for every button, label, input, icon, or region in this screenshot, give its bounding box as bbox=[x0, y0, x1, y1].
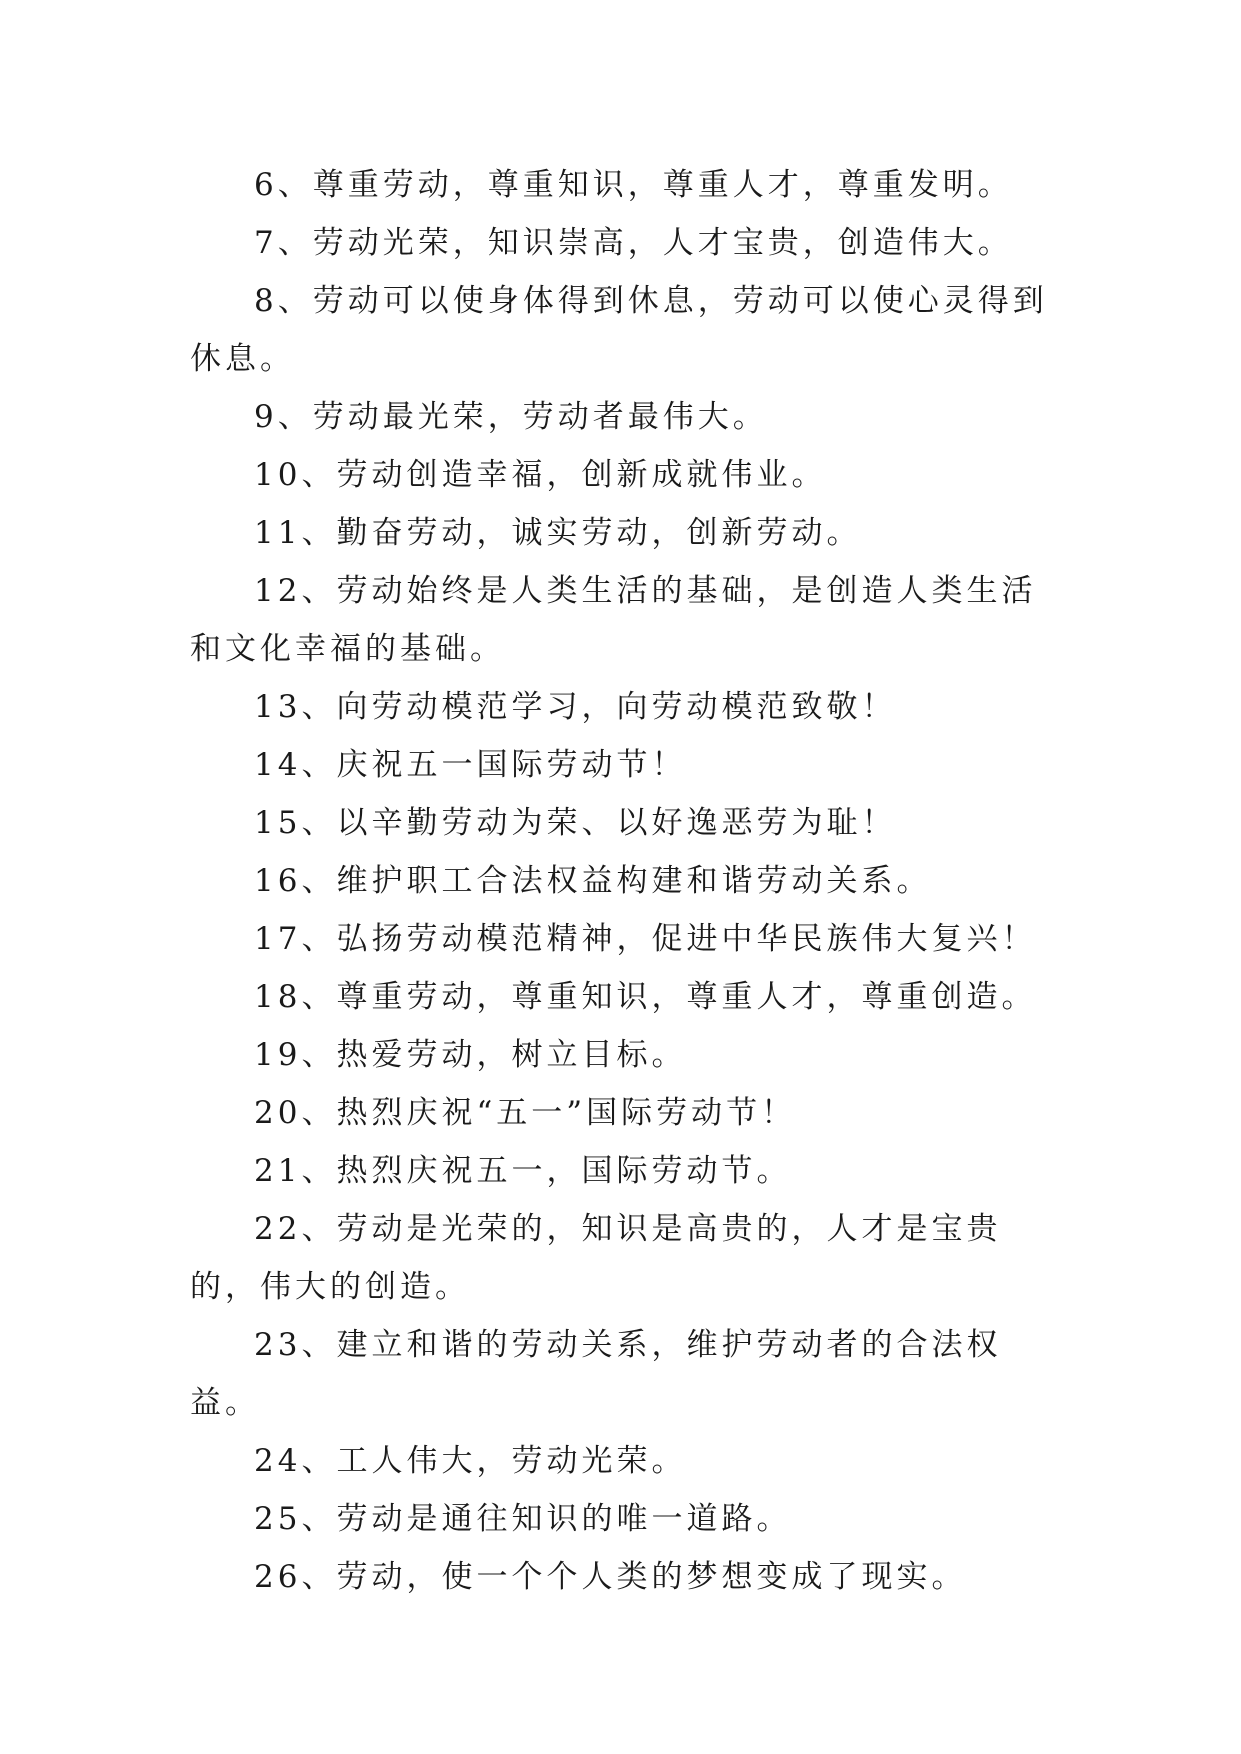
paragraph: 11、勤奋劳动，诚实劳动，创新劳动。 bbox=[254, 515, 862, 551]
paragraph: 17、弘扬劳动模范精神，促进中华民族伟大复兴！ bbox=[254, 921, 1037, 957]
paragraph: 22、劳动是光荣的，知识是高贵的，人才是宝贵的，伟大的创造。 bbox=[190, 1211, 1002, 1305]
paragraph: 8、劳动可以使身体得到休息，劳动可以使心灵得到休息。 bbox=[190, 283, 1048, 377]
paragraph: 13、向劳动模范学习，向劳动模范致敬！ bbox=[254, 689, 897, 725]
paragraph: 6、尊重劳动，尊重知识，尊重人才，尊重发明。 bbox=[254, 167, 1013, 203]
paragraph: 21、热烈庆祝五一，国际劳动节。 bbox=[254, 1153, 792, 1189]
paragraph: 14、庆祝五一国际劳动节！ bbox=[254, 747, 687, 783]
paragraph: 12、劳动始终是人类生活的基础，是创造人类生活和文化幸福的基础。 bbox=[190, 573, 1037, 667]
paragraph: 20、热烈庆祝“五一”国际劳动节！ bbox=[254, 1095, 797, 1131]
paragraph: 16、维护职工合法权益构建和谐劳动关系。 bbox=[254, 863, 932, 899]
paragraph: 10、劳动创造幸福，创新成就伟业。 bbox=[254, 457, 827, 493]
paragraph: 25、劳动是通往知识的唯一道路。 bbox=[254, 1501, 792, 1537]
paragraph: 15、以辛勤劳动为荣、以好逸恶劳为耻！ bbox=[254, 805, 897, 841]
document-body bbox=[190, 156, 1050, 1606]
paragraph: 24、工人伟大，劳动光荣。 bbox=[254, 1443, 687, 1479]
paragraph: 26、劳动，使一个个人类的梦想变成了现实。 bbox=[254, 1559, 967, 1595]
paragraph: 18、尊重劳动，尊重知识，尊重人才，尊重创造。 bbox=[254, 979, 1037, 1015]
paragraph: 7、劳动光荣，知识崇高，人才宝贵，创造伟大。 bbox=[254, 225, 1013, 261]
paragraph: 9、劳动最光荣，劳动者最伟大。 bbox=[254, 399, 768, 435]
paragraph: 23、建立和谐的劳动关系，维护劳动者的合法权益。 bbox=[190, 1327, 1002, 1421]
paragraph: 19、热爱劳动，树立目标。 bbox=[254, 1037, 687, 1073]
